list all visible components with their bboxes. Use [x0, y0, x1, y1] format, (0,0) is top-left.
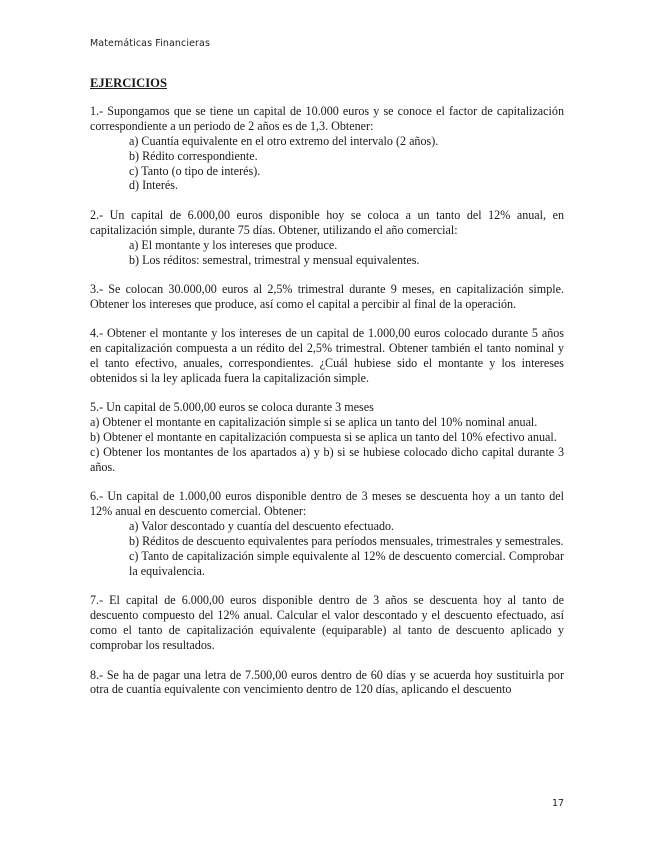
exercise-4: [90, 326, 564, 386]
running-header: Matemáticas Financieras: [90, 38, 211, 49]
exercise-5: [90, 400, 564, 475]
exercise-text: 6.- Un capital de 1.000,00 euros disponible dentro de 3 meses se descuenta hoy a un tanto del 12% anual en descuento comercial. Obtener:: [90, 489, 564, 519]
exercise-item: a) Valor descontado y cuantía del descuento efectuado.: [129, 519, 395, 534]
exercise-1: [90, 104, 564, 193]
exercise-item: c) Tanto de capitalización simple equivalente al 12% de descuento comercial. Comprobar la equivalencia.: [129, 549, 564, 578]
exercise-item: c) Obtener los montantes de los apartados a) y b) si se hubiese colocado dicho capital durante 3 años.: [90, 445, 564, 475]
exercise-2: [90, 208, 564, 268]
page-number: 17: [552, 798, 565, 809]
exercise-item: d) Interés.: [129, 178, 179, 193]
exercise-text: 1.- Supongamos que se tiene un capital de 10.000 euros y se conoce el factor de capitalización correspondiente a un periodo de 2 años es de 1,3. Obtener:: [90, 103, 564, 133]
exercise-item: b) Réditos de descuento equivalentes para períodos mensuales, trimestrales y semestrales.: [129, 534, 564, 549]
exercise-item: a) Cuantía equivalente en el otro extremo del intervalo (2 años).: [129, 133, 439, 148]
exercise-6: [90, 489, 564, 578]
document-body: [90, 76, 564, 712]
exercise-item: a) El montante y los intereses que produce.: [129, 237, 338, 252]
exercise-item: b) Los réditos: semestral, trimestral y mensual equivalentes.: [129, 252, 420, 267]
exercise-item: b) Rédito correspondiente.: [129, 148, 258, 163]
exercise-7: [90, 593, 564, 653]
exercise-text: 2.- Un capital de 6.000,00 euros disponible hoy se coloca a un tanto del 12% anual, en capitalización simple, durante 75 días. Obtener, utilizando el año comercial:: [90, 207, 564, 237]
exercise-item: c) Tanto (o tipo de interés).: [129, 163, 261, 178]
exercise-text: 3.- Se colocan 30.000,00 euros al 2,5% trimestral durante 9 meses, en capitalización simple. Obtener los intereses que produce, así como el capital a percibir al final de la operación.: [90, 281, 564, 311]
exercise-8: [90, 668, 564, 698]
exercise-3: [90, 282, 564, 312]
exercise-item: a) Obtener el montante en capitalización simple si se aplica un tanto del 10% nominal anual.: [90, 415, 538, 430]
exercise-item: b) Obtener el montante en capitalización compuesta si se aplica un tanto del 10% efectivo anual.: [90, 430, 557, 445]
exercise-text: 8.- Se ha de pagar una letra de 7.500,00 euros dentro de 60 días y se acuerda hoy sustituirla por otra de cuantía equivalente con vencimiento dentro de 120 días, aplicando el descuento: [90, 667, 564, 697]
exercise-text: 7.- El capital de 6.000,00 euros disponible dentro de 3 años se descuenta hoy al tanto de descuento compuesto del 12% anual. Calcular el valor descontado y el descuento efectuado, así como el tanto de capitalización equivalente (equiparable) al tanto de descuento aplicado y comprobar los resultados.: [90, 593, 564, 653]
exercise-text: 4.- Obtener el montante y los intereses de un capital de 1.000,00 euros colocado durante 5 años en capitalización compuesta a un rédito del 2,5% trimestral. Obtener también el tanto nominal y el tanto efectivo, anuales, correspondientes. ¿Cuál hubiese sido el montante y los intereses obtenidos si la ley aplicada fuera la capitalización simple.: [90, 326, 564, 385]
exercise-text: 5.- Un capital de 5.000,00 euros se coloca durante 3 meses: [90, 400, 374, 415]
section-title: EJERCICIOS: [90, 76, 167, 90]
